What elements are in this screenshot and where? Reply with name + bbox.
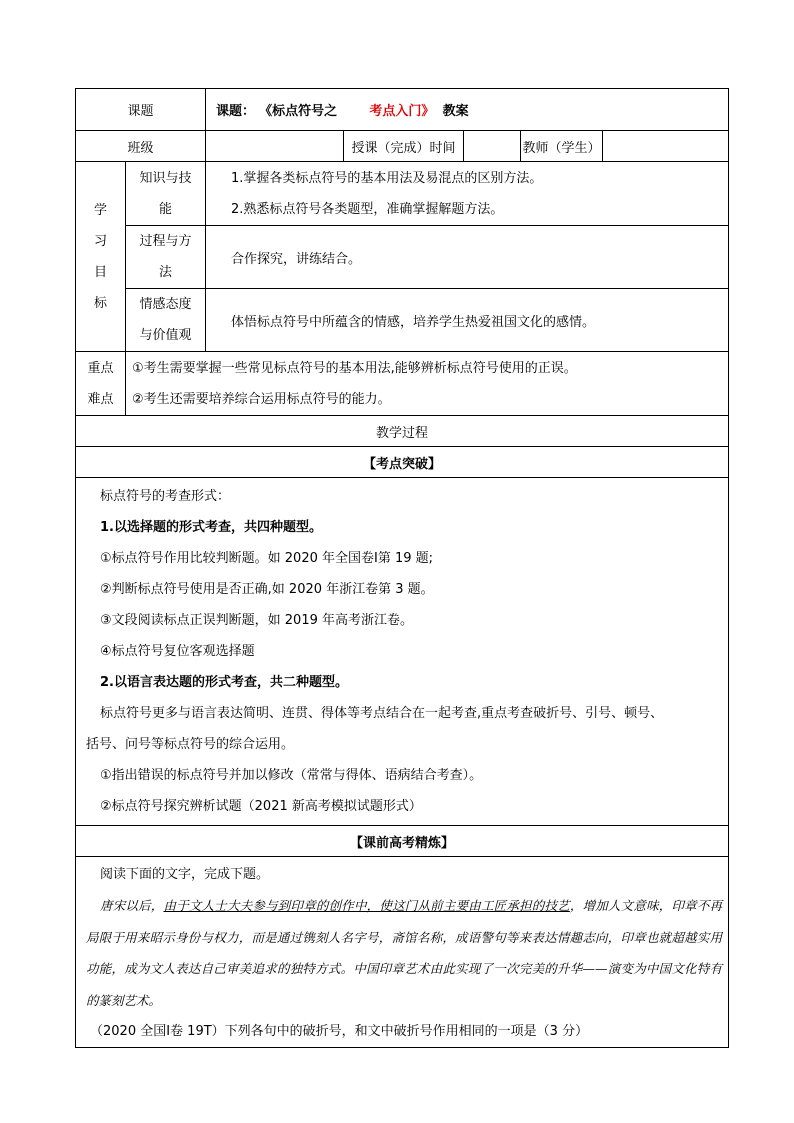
topic-prefix: 课题： [216,104,256,119]
breakthrough-title: 【考点突破】 [76,447,729,478]
teacher-label: 教师（学生） [521,131,603,162]
knowledge-item: 1.掌握各类标点符号的基本用法及易混点的区别方法。 [231,170,543,186]
key-points-label: 重点 难点 [76,352,126,416]
topic-title-a: 《标点符号之 [259,104,338,119]
practice-title: 【课前高考精炼】 [76,826,729,857]
objective-knowledge-row [76,162,729,226]
passage-underlined: 由于文人士大夫参与到印章的创作中，使这门从前主要由工匠承担的技艺 [163,898,570,913]
breakthrough-intro: 标点符号的考查形式： [100,489,231,504]
objective-emotion-row [76,289,729,352]
practice-content [76,857,729,1048]
breakthrough-item: ①指出错误的标点符号并加以修改（常常与得体、语病结合考查）。 [100,768,483,783]
breakthrough-item: ④标点符号复位客观选择题 [100,644,255,659]
class-label: 班级 [76,131,206,162]
topic-title-red: 考点入门》 [369,104,435,119]
practice-passage: 唐宋以后，由于文人士大夫参与到印章的创作中，使这门从前主要由工匠承担的技艺，增加人文意味，印章不再局限于用来昭示身份与权力，而是通过镌刻人名字号，斋馆名称，成语警句等来表达情趣志向，印章也就超越实用功能，成为文人表达自己审美追求的独特方式。中国印章艺术由此实现了一次完美的升华——演变为中国文化特有的篆刻艺术。 [86,898,723,1008]
breakthrough-title-row [76,447,729,478]
topic-label: 课题 [76,89,206,131]
class-row [76,131,729,162]
knowledge-label: 知识与技 能 [126,162,206,226]
objective-process-row [76,226,729,289]
key-points-content [126,352,729,416]
time-value [464,131,521,162]
key-points-row [76,352,729,416]
practice-question: （2020 全国Ⅰ卷 19T）下列各句中的破折号，和文中破折号作用相同的一项是（3 分） [90,1024,589,1039]
practice-content-row [76,857,729,1048]
topic-suffix: 教案 [442,104,469,119]
practice-title-row [76,826,729,857]
time-label: 授课（完成）时间 [344,131,464,162]
teacher-value [603,131,729,162]
teaching-process-title: 教学过程 [76,416,729,447]
lesson-plan-table [75,88,729,1048]
breakthrough-item: ②标点符号探究辨析试题（2021 新高考模拟试题形式） [100,799,422,814]
breakthrough-item: ①标点符号作用比较判断题。如 2020 年全国卷Ⅰ第 19 题; [100,551,434,566]
breakthrough-content-row [76,478,729,826]
breakthrough-item: ②判断标点符号使用是否正确,如 2020 年浙江卷第 3 题。 [100,582,434,597]
key-point-item: ②考生还需要培养综合运用标点符号的能力。 [132,391,391,407]
breakthrough-heading-1: 1.以选择题的形式考查，共四种题型。 [100,520,322,535]
breakthrough-paragraph: 标点符号更多与语言表达简明、连贯、得体等考点结合在一起考查,重点考查破折号、引号、顿号、 [100,706,664,721]
practice-instruction: 阅读下面的文字，完成下题。 [100,867,270,882]
breakthrough-item: ③文段阅读标点正误判断题，如 2019 年高考浙江卷。 [100,613,414,628]
process-title-row [76,416,729,447]
breakthrough-heading-2: 2.以语言表达题的形式考查，共二种题型。 [100,675,348,690]
process-label: 过程与方 法 [126,226,206,289]
breakthrough-paragraph-cont: 括号、问号等标点符号的综合运用。 [86,737,295,752]
key-point-item: ①考生需要掌握一些常见标点符号的基本用法,能够辨析标点符号使用的正误。 [132,360,577,376]
objectives-side-label: 学 习 目 标 [76,162,126,352]
breakthrough-content [76,478,729,826]
class-value [206,131,344,162]
topic-title [206,89,729,131]
topic-row [76,89,729,131]
emotion-content: 体悟标点符号中所蕴含的情感，培养学生热爱祖国文化的感情。 [206,289,729,352]
emotion-label: 情感态度 与价值观 [126,289,206,352]
knowledge-item: 2.熟悉标点符号各类题型，准确掌握解题方法。 [231,201,504,217]
process-content: 合作探究，讲练结合。 [206,226,729,289]
knowledge-content [206,162,729,226]
